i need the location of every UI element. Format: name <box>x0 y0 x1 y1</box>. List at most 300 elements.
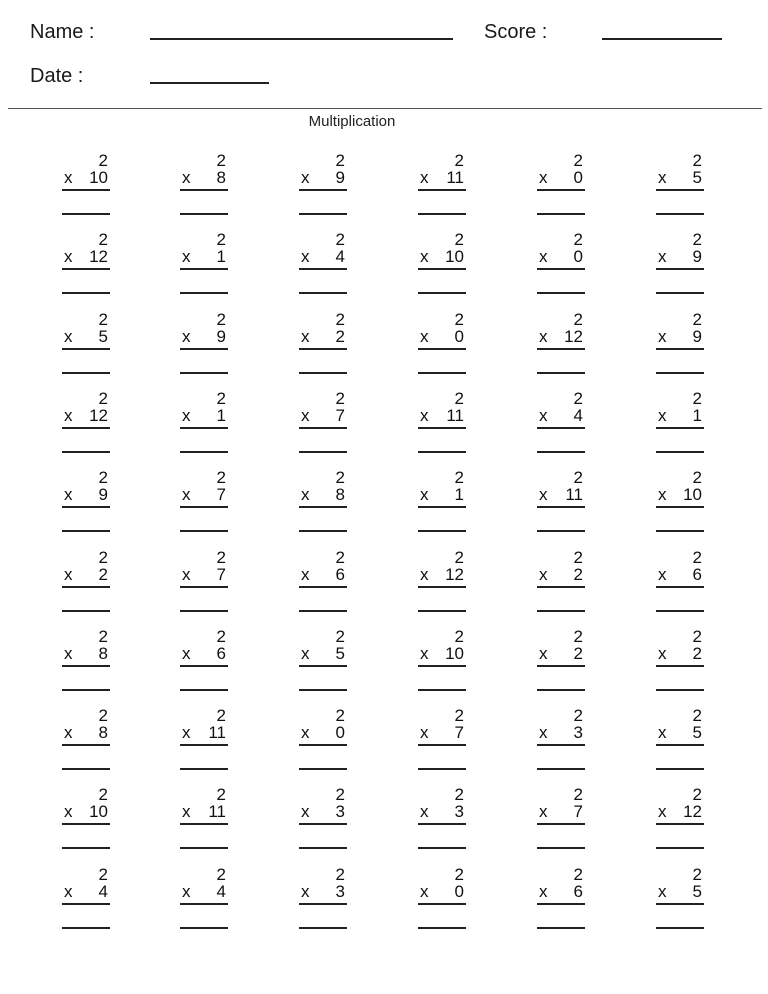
multiplier: 5 <box>692 168 702 187</box>
answer-line[interactable] <box>656 927 704 929</box>
answer-line[interactable] <box>537 451 585 453</box>
answer-line[interactable] <box>299 768 347 770</box>
answer-line[interactable] <box>656 689 704 691</box>
problem-rule <box>180 586 228 588</box>
multiplicand: 2 <box>98 151 108 170</box>
times-sign: x <box>301 882 310 901</box>
problem-rule <box>418 744 466 746</box>
problem <box>537 707 589 787</box>
problem-rule <box>299 586 347 588</box>
problem-rule <box>537 268 585 270</box>
multiplicand: 2 <box>98 230 108 249</box>
problem <box>180 152 232 232</box>
problem <box>299 549 351 629</box>
answer-line[interactable] <box>180 292 228 294</box>
problem-rule <box>656 903 704 905</box>
problem <box>418 390 470 470</box>
multiplier: 0 <box>573 168 583 187</box>
multiplicand: 2 <box>692 389 702 408</box>
multiplier: 11 <box>208 723 226 742</box>
times-sign: x <box>64 644 73 663</box>
problem-rule <box>537 903 585 905</box>
answer-line[interactable] <box>537 213 585 215</box>
multiplier: 1 <box>216 247 226 266</box>
problem <box>418 469 470 549</box>
multiplicand: 2 <box>335 151 345 170</box>
times-sign: x <box>301 485 310 504</box>
multiplier: 12 <box>89 247 108 266</box>
problem-rule <box>537 744 585 746</box>
multiplicand: 2 <box>454 389 464 408</box>
times-sign: x <box>420 882 429 901</box>
problem-rule <box>537 189 585 191</box>
answer-line[interactable] <box>656 372 704 374</box>
problem-rule <box>299 903 347 905</box>
problem-rule <box>62 506 110 508</box>
multiplier: 3 <box>454 802 464 821</box>
problem <box>62 786 114 866</box>
answer-line[interactable] <box>418 451 466 453</box>
multiplicand: 2 <box>454 785 464 804</box>
problem <box>418 231 470 311</box>
multiplicand: 2 <box>573 310 583 329</box>
multiplier: 1 <box>692 406 702 425</box>
times-sign: x <box>182 327 191 346</box>
answer-line[interactable] <box>180 610 228 612</box>
multiplier: 3 <box>335 802 345 821</box>
multiplier: 8 <box>98 723 108 742</box>
multiplier: 4 <box>98 882 108 901</box>
times-sign: x <box>420 406 429 425</box>
times-sign: x <box>301 565 310 584</box>
multiplier: 7 <box>216 485 226 504</box>
multiplier: 0 <box>335 723 345 742</box>
problem-rule <box>418 348 466 350</box>
problem-rule <box>537 348 585 350</box>
multiplicand: 2 <box>454 468 464 487</box>
multiplicand: 2 <box>454 865 464 884</box>
times-sign: x <box>182 723 191 742</box>
answer-line[interactable] <box>418 213 466 215</box>
problem-rule <box>656 744 704 746</box>
answer-line[interactable] <box>656 610 704 612</box>
multiplicand: 2 <box>216 389 226 408</box>
problem <box>180 866 232 946</box>
multiplicand: 2 <box>692 468 702 487</box>
times-sign: x <box>658 485 667 504</box>
answer-line[interactable] <box>418 530 466 532</box>
multiplicand: 2 <box>335 785 345 804</box>
multiplicand: 2 <box>335 865 345 884</box>
problem <box>180 390 232 470</box>
answer-line[interactable] <box>537 768 585 770</box>
problem-rule <box>299 268 347 270</box>
answer-line[interactable] <box>299 451 347 453</box>
times-sign: x <box>539 565 548 584</box>
answer-line[interactable] <box>537 610 585 612</box>
answer-line[interactable] <box>62 847 110 849</box>
multiplier: 12 <box>683 802 702 821</box>
answer-line[interactable] <box>537 847 585 849</box>
times-sign: x <box>64 247 73 266</box>
multiplicand: 2 <box>692 865 702 884</box>
multiplier: 10 <box>445 247 464 266</box>
problem <box>418 549 470 629</box>
multiplicand: 2 <box>573 151 583 170</box>
answer-line[interactable] <box>418 768 466 770</box>
problem-rule <box>537 586 585 588</box>
problem-rule <box>62 744 110 746</box>
multiplier: 5 <box>98 327 108 346</box>
problem <box>180 786 232 866</box>
problem-rule <box>180 744 228 746</box>
problem-rule <box>180 506 228 508</box>
answer-line[interactable] <box>62 530 110 532</box>
times-sign: x <box>539 247 548 266</box>
multiplicand: 2 <box>454 230 464 249</box>
problem <box>299 390 351 470</box>
multiplier: 11 <box>565 485 583 504</box>
multiplicand: 2 <box>692 785 702 804</box>
multiplier: 2 <box>573 565 583 584</box>
problem <box>180 628 232 708</box>
times-sign: x <box>64 168 73 187</box>
problem <box>537 390 589 470</box>
multiplier: 9 <box>216 327 226 346</box>
problem <box>180 707 232 787</box>
multiplier: 10 <box>445 644 464 663</box>
times-sign: x <box>420 644 429 663</box>
multiplier: 5 <box>692 723 702 742</box>
answer-line[interactable] <box>180 451 228 453</box>
problem <box>62 231 114 311</box>
answer-line[interactable] <box>62 768 110 770</box>
answer-line[interactable] <box>299 213 347 215</box>
times-sign: x <box>182 485 191 504</box>
answer-line[interactable] <box>418 847 466 849</box>
answer-line[interactable] <box>656 451 704 453</box>
multiplier: 12 <box>445 565 464 584</box>
multiplier: 3 <box>573 723 583 742</box>
problem-rule <box>537 823 585 825</box>
problem <box>537 628 589 708</box>
problem <box>656 628 708 708</box>
problem <box>62 549 114 629</box>
answer-line[interactable] <box>62 689 110 691</box>
multiplier: 9 <box>692 247 702 266</box>
multiplicand: 2 <box>573 865 583 884</box>
multiplicand: 2 <box>98 865 108 884</box>
problem <box>62 469 114 549</box>
problem <box>537 469 589 549</box>
multiplicand: 2 <box>216 468 226 487</box>
times-sign: x <box>301 247 310 266</box>
answer-line[interactable] <box>418 927 466 929</box>
worksheet-title: Multiplication <box>308 113 396 130</box>
times-sign: x <box>658 327 667 346</box>
multiplier: 10 <box>89 802 108 821</box>
problem-rule <box>299 348 347 350</box>
times-sign: x <box>182 802 191 821</box>
multiplier: 0 <box>454 882 464 901</box>
problem <box>62 707 114 787</box>
multiplier: 11 <box>446 168 464 187</box>
problem <box>656 152 708 232</box>
answer-line[interactable] <box>180 689 228 691</box>
problem-rule <box>299 823 347 825</box>
multiplier: 9 <box>335 168 345 187</box>
multiplicand: 2 <box>573 468 583 487</box>
multiplicand: 2 <box>573 627 583 646</box>
multiplier: 11 <box>208 802 226 821</box>
problem <box>62 390 114 470</box>
problem <box>537 549 589 629</box>
multiplier: 2 <box>98 565 108 584</box>
problem <box>656 549 708 629</box>
times-sign: x <box>182 406 191 425</box>
answer-line[interactable] <box>656 768 704 770</box>
problem-rule <box>299 427 347 429</box>
times-sign: x <box>420 802 429 821</box>
multiplicand: 2 <box>216 865 226 884</box>
multiplier: 2 <box>335 327 345 346</box>
problem-rule <box>62 903 110 905</box>
times-sign: x <box>301 327 310 346</box>
multiplier: 0 <box>573 247 583 266</box>
times-sign: x <box>64 882 73 901</box>
times-sign: x <box>301 723 310 742</box>
times-sign: x <box>64 723 73 742</box>
problem <box>656 786 708 866</box>
answer-line[interactable] <box>62 292 110 294</box>
answer-line[interactable] <box>299 689 347 691</box>
multiplicand: 2 <box>573 706 583 725</box>
answer-line[interactable] <box>62 451 110 453</box>
problem <box>418 866 470 946</box>
problem <box>537 311 589 391</box>
name-label: Name : <box>30 21 95 43</box>
times-sign: x <box>539 406 548 425</box>
answer-line[interactable] <box>299 292 347 294</box>
answer-line[interactable] <box>418 372 466 374</box>
multiplier: 3 <box>335 882 345 901</box>
problem <box>299 628 351 708</box>
answer-line[interactable] <box>299 372 347 374</box>
times-sign: x <box>182 882 191 901</box>
problem-rule <box>418 427 466 429</box>
answer-line[interactable] <box>299 847 347 849</box>
problem-rule <box>299 665 347 667</box>
problem <box>299 786 351 866</box>
times-sign: x <box>420 723 429 742</box>
problem <box>537 866 589 946</box>
multiplicand: 2 <box>98 785 108 804</box>
answer-line[interactable] <box>62 213 110 215</box>
problem-rule <box>62 189 110 191</box>
multiplicand: 2 <box>98 706 108 725</box>
multiplier: 7 <box>573 802 583 821</box>
answer-line[interactable] <box>299 610 347 612</box>
problem-rule <box>418 189 466 191</box>
multiplier: 8 <box>98 644 108 663</box>
problem <box>62 152 114 232</box>
multiplier: 6 <box>335 565 345 584</box>
answer-line[interactable] <box>418 610 466 612</box>
answer-line[interactable] <box>180 213 228 215</box>
times-sign: x <box>420 565 429 584</box>
times-sign: x <box>420 247 429 266</box>
problem-rule <box>537 665 585 667</box>
problem <box>299 707 351 787</box>
answer-line[interactable] <box>537 292 585 294</box>
times-sign: x <box>420 485 429 504</box>
problem <box>180 231 232 311</box>
times-sign: x <box>64 406 73 425</box>
problem <box>299 866 351 946</box>
multiplier: 9 <box>98 485 108 504</box>
multiplicand: 2 <box>335 230 345 249</box>
problem <box>418 311 470 391</box>
problem-rule <box>656 506 704 508</box>
answer-line[interactable] <box>299 530 347 532</box>
answer-line[interactable] <box>180 530 228 532</box>
multiplicand: 2 <box>454 706 464 725</box>
problem <box>656 231 708 311</box>
multiplicand: 2 <box>454 310 464 329</box>
problem-rule <box>537 427 585 429</box>
times-sign: x <box>658 723 667 742</box>
answer-line[interactable] <box>656 213 704 215</box>
problem-rule <box>418 506 466 508</box>
problem <box>180 549 232 629</box>
problem-rule <box>180 665 228 667</box>
multiplier: 1 <box>454 485 464 504</box>
multiplicand: 2 <box>335 310 345 329</box>
times-sign: x <box>539 723 548 742</box>
answer-line[interactable] <box>537 689 585 691</box>
multiplicand: 2 <box>216 785 226 804</box>
multiplicand: 2 <box>454 627 464 646</box>
answer-line[interactable] <box>180 847 228 849</box>
answer-line[interactable] <box>537 372 585 374</box>
times-sign: x <box>64 485 73 504</box>
problem-rule <box>656 823 704 825</box>
times-sign: x <box>182 565 191 584</box>
answer-line[interactable] <box>656 847 704 849</box>
problem <box>299 469 351 549</box>
problem-rule <box>656 665 704 667</box>
answer-line[interactable] <box>180 372 228 374</box>
multiplicand: 2 <box>573 389 583 408</box>
answer-line[interactable] <box>418 292 466 294</box>
multiplier: 6 <box>216 644 226 663</box>
multiplier: 10 <box>683 485 702 504</box>
multiplicand: 2 <box>98 548 108 567</box>
multiplicand: 2 <box>98 389 108 408</box>
multiplier: 5 <box>335 644 345 663</box>
answer-line[interactable] <box>656 292 704 294</box>
answer-line[interactable] <box>180 768 228 770</box>
problem-rule <box>180 903 228 905</box>
answer-line[interactable] <box>418 689 466 691</box>
times-sign: x <box>301 644 310 663</box>
problem-rule <box>180 427 228 429</box>
problem <box>62 311 114 391</box>
times-sign: x <box>539 168 548 187</box>
problem <box>656 866 708 946</box>
answer-line[interactable] <box>537 530 585 532</box>
answer-line[interactable] <box>62 610 110 612</box>
multiplicand: 2 <box>216 230 226 249</box>
problem <box>418 707 470 787</box>
problem-rule <box>418 665 466 667</box>
multiplier: 7 <box>454 723 464 742</box>
problem <box>299 311 351 391</box>
problem <box>418 628 470 708</box>
times-sign: x <box>420 327 429 346</box>
problem-rule <box>180 268 228 270</box>
times-sign: x <box>420 168 429 187</box>
answer-line[interactable] <box>62 372 110 374</box>
problem-rule <box>180 189 228 191</box>
problem-rule <box>656 427 704 429</box>
answer-line[interactable] <box>537 927 585 929</box>
multiplier: 4 <box>573 406 583 425</box>
problem <box>656 469 708 549</box>
multiplicand: 2 <box>98 627 108 646</box>
problem-rule <box>299 189 347 191</box>
multiplicand: 2 <box>454 548 464 567</box>
multiplicand: 2 <box>216 627 226 646</box>
multiplier: 2 <box>573 644 583 663</box>
times-sign: x <box>64 802 73 821</box>
multiplicand: 2 <box>573 548 583 567</box>
problem-rule <box>656 189 704 191</box>
times-sign: x <box>658 168 667 187</box>
problem <box>180 311 232 391</box>
problem-rule <box>62 586 110 588</box>
multiplier: 0 <box>454 327 464 346</box>
answer-line[interactable] <box>62 927 110 929</box>
multiplicand: 2 <box>692 151 702 170</box>
times-sign: x <box>301 406 310 425</box>
times-sign: x <box>64 565 73 584</box>
multiplier: 6 <box>573 882 583 901</box>
problem-rule <box>62 823 110 825</box>
problem-rule <box>656 586 704 588</box>
multiplier: 2 <box>692 644 702 663</box>
answer-line[interactable] <box>656 530 704 532</box>
answer-line[interactable] <box>299 927 347 929</box>
problem <box>656 390 708 470</box>
problem-rule <box>180 823 228 825</box>
multiplicand: 2 <box>692 706 702 725</box>
multiplier: 6 <box>692 565 702 584</box>
answer-line[interactable] <box>180 927 228 929</box>
times-sign: x <box>182 644 191 663</box>
multiplicand: 2 <box>335 548 345 567</box>
multiplier: 8 <box>335 485 345 504</box>
date-label: Date : <box>30 65 84 87</box>
times-sign: x <box>658 882 667 901</box>
multiplier: 7 <box>335 406 345 425</box>
times-sign: x <box>658 406 667 425</box>
multiplicand: 2 <box>454 151 464 170</box>
problem-rule <box>656 268 704 270</box>
multiplier: 11 <box>446 406 464 425</box>
problem <box>299 231 351 311</box>
multiplier: 5 <box>692 882 702 901</box>
